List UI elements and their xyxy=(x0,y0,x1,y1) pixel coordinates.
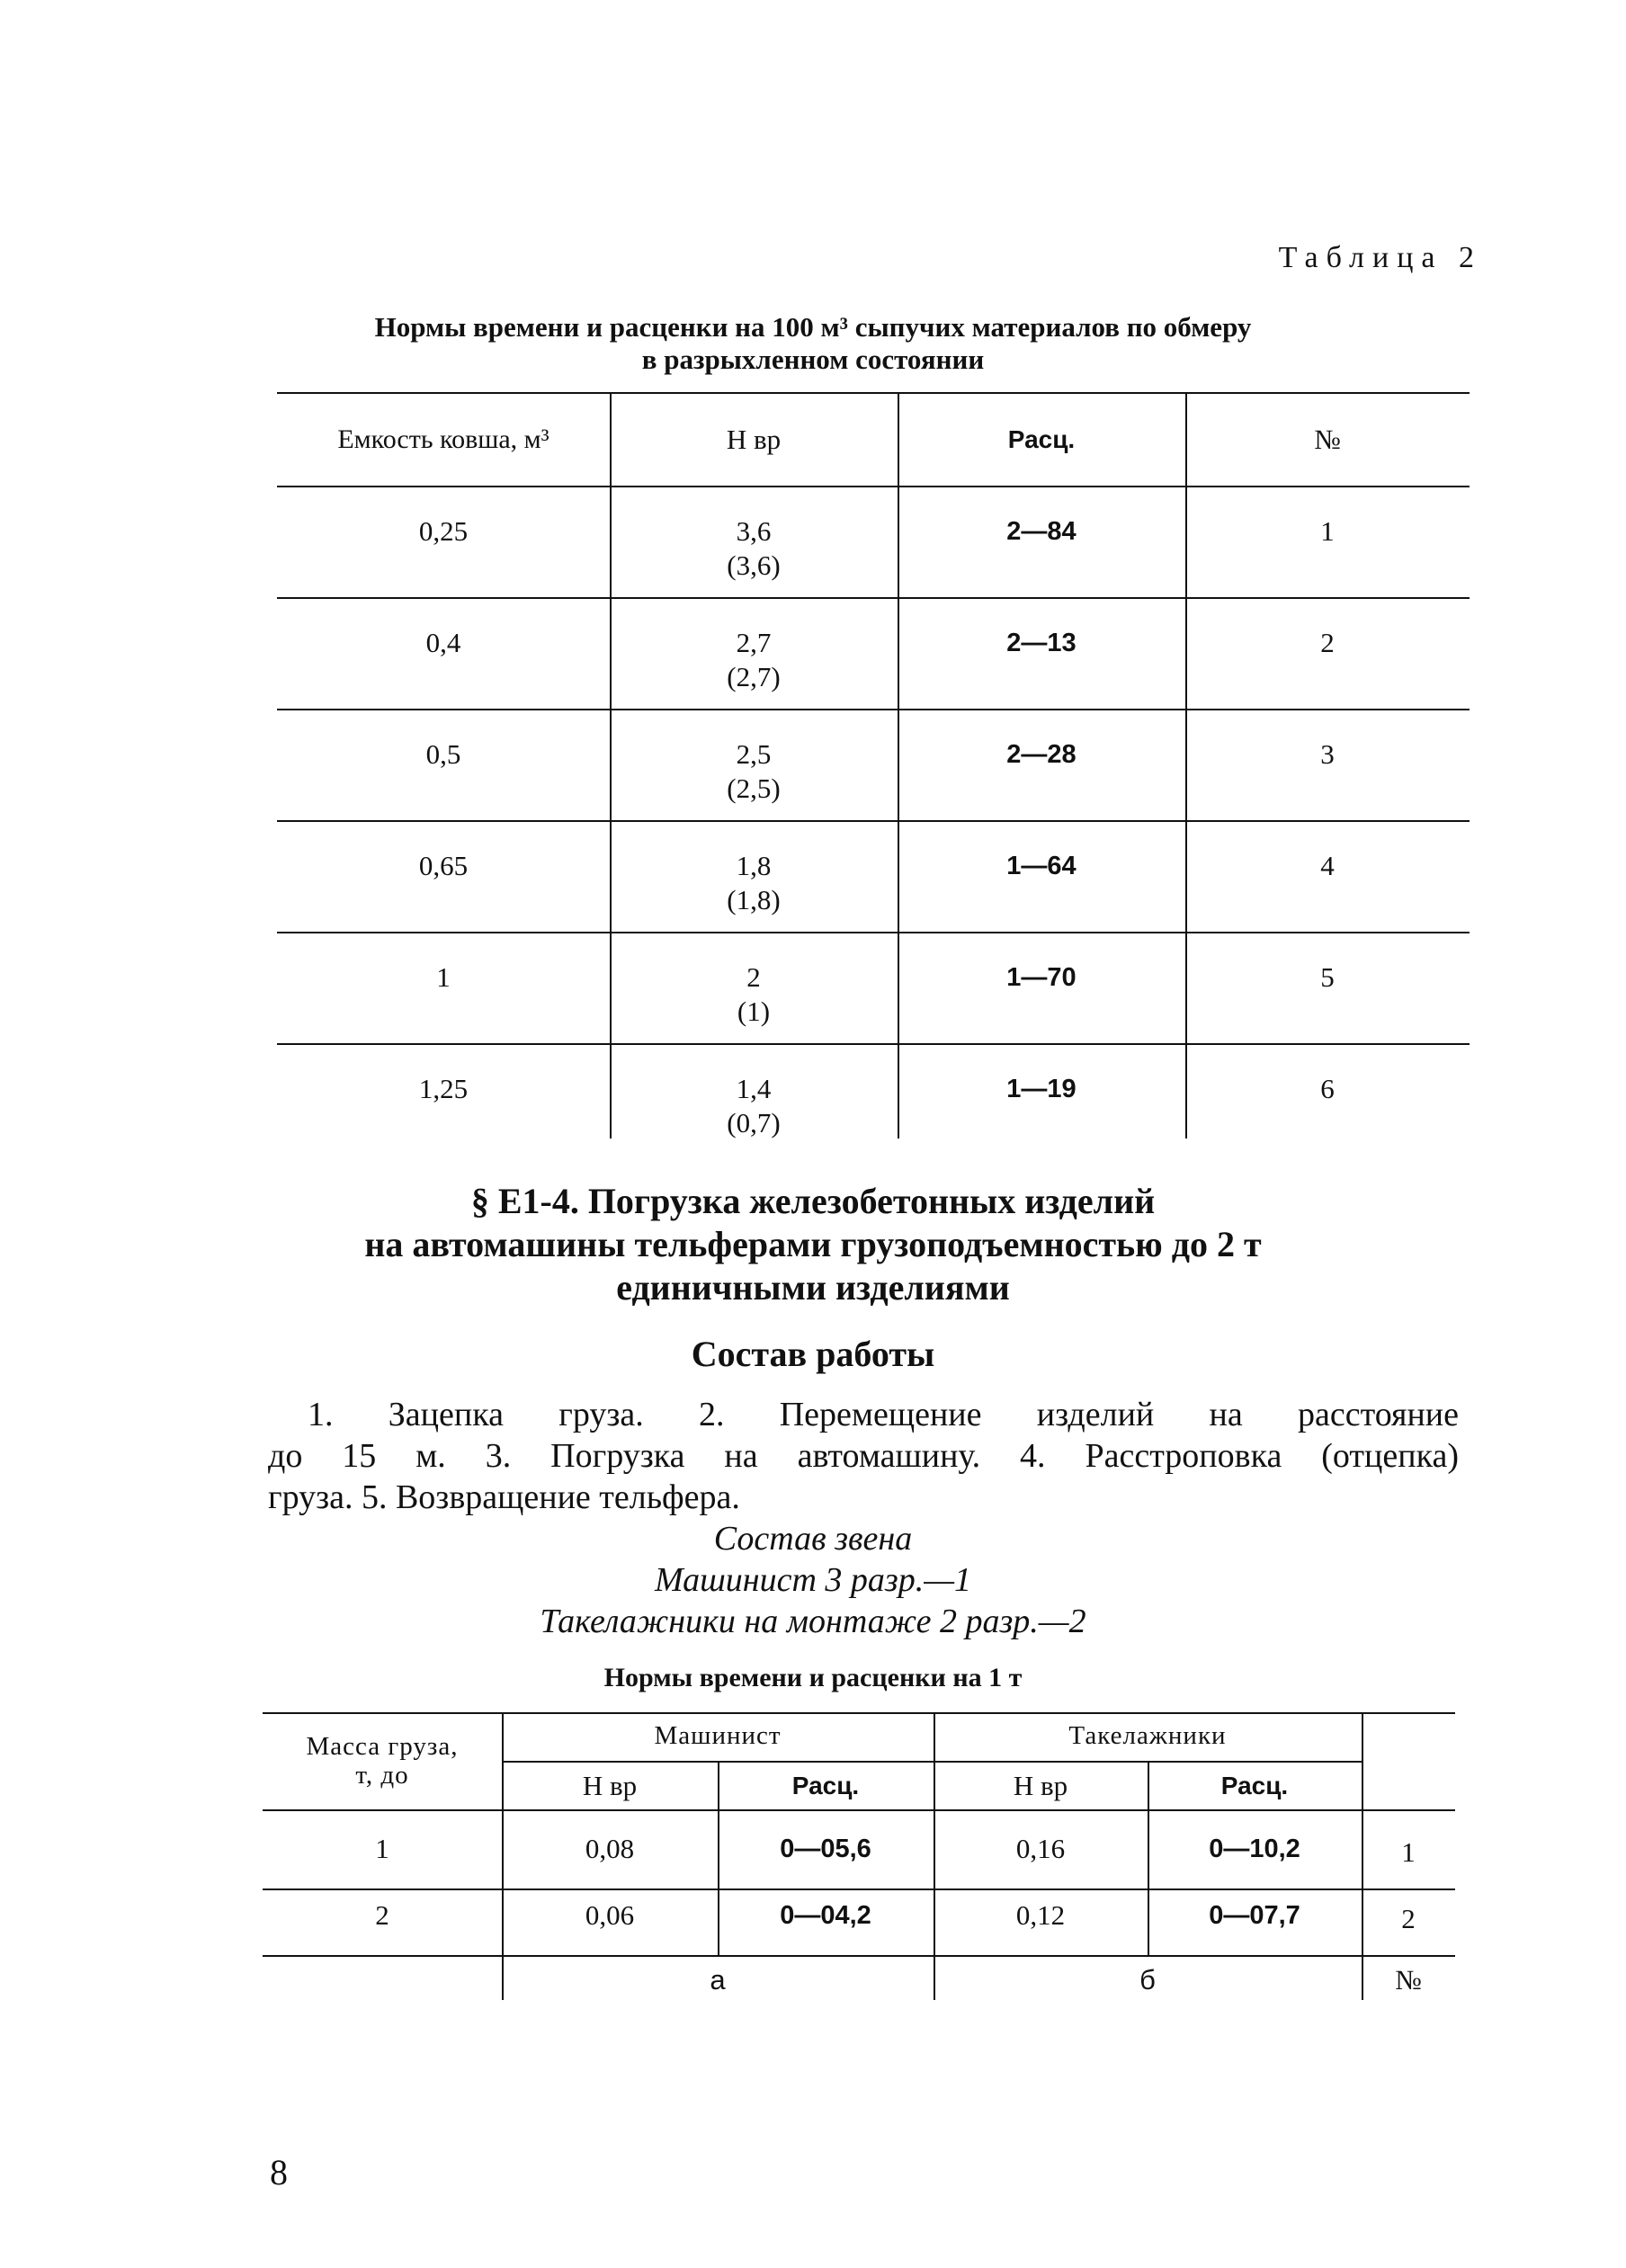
header-nvr: Н вр xyxy=(726,424,782,455)
header-operator-nvr: Н вр xyxy=(582,1770,638,1801)
cell-riggers-rasc: 0—07,7 xyxy=(1209,1901,1300,1930)
cell-num: 1 xyxy=(1401,1836,1416,1868)
table2 xyxy=(263,1712,1455,2000)
cell-num: 1 xyxy=(1320,515,1335,547)
section-title-line1: § Е1-4. Погрузка железобетонных изделий xyxy=(470,1181,1156,1221)
cell-capacity: 0,25 xyxy=(418,515,469,547)
header-operator-rasc: Расц. xyxy=(791,1772,860,1799)
cell-mass: 2 xyxy=(375,1899,389,1931)
cell-rasc: 1—70 xyxy=(1006,963,1077,992)
cell-riggers-nvr: 0,16 xyxy=(1015,1833,1066,1864)
cell-rasc: 1—64 xyxy=(1006,852,1077,880)
header-mass-line2: т, до xyxy=(355,1761,409,1790)
cell-nvr: 1,4 xyxy=(736,1073,772,1104)
cell-capacity: 1,25 xyxy=(418,1073,469,1104)
cell-rasc: 2—13 xyxy=(1006,629,1077,657)
cell-num: 5 xyxy=(1320,961,1335,993)
cell-capacity: 1 xyxy=(436,961,451,993)
cell-nvr-alt: (1) xyxy=(737,996,771,1027)
table1 xyxy=(277,392,1470,1138)
header-riggers: Такелажники xyxy=(1068,1721,1227,1750)
cell-operator-nvr: 0,08 xyxy=(585,1833,635,1864)
header-rasc: Расц. xyxy=(1007,425,1076,453)
cell-capacity: 0,5 xyxy=(425,738,461,770)
header-bucket-capacity: Емкость ковша, м³ xyxy=(337,424,549,454)
crew-heading: Состав звена xyxy=(713,1520,913,1558)
work-line3: груза. 5. Возвращение тельфера. xyxy=(268,1478,740,1516)
cell-nvr-alt: (2,5) xyxy=(727,772,781,804)
header-num: № xyxy=(1314,424,1341,455)
cell-mass: 1 xyxy=(375,1833,389,1864)
cell-capacity: 0,4 xyxy=(425,627,461,658)
work-line1: 1. Зацепка груза. 2. Перемещение изделий на расстояние xyxy=(308,1396,1459,1433)
footer-num: № xyxy=(1395,1964,1422,1996)
crew-operator: Машинист 3 разр.—1 xyxy=(654,1561,972,1599)
cell-num: 2 xyxy=(1401,1903,1416,1934)
cell-nvr-alt: (3,6) xyxy=(727,549,781,581)
crew-riggers: Такелажники на монтаже 2 разр.—2 xyxy=(540,1603,1086,1640)
cell-rasc: 1—19 xyxy=(1006,1075,1077,1103)
cell-num: 4 xyxy=(1320,850,1335,881)
work-heading: Состав работы xyxy=(691,1334,935,1374)
cell-nvr: 2 xyxy=(746,961,761,993)
cell-num: 2 xyxy=(1320,627,1335,658)
cell-capacity: 0,65 xyxy=(418,850,469,881)
footer-a: а xyxy=(710,1964,726,1996)
cell-operator-rasc: 0—04,2 xyxy=(780,1901,871,1930)
section-title-line3: единичными изделиями xyxy=(616,1267,1010,1308)
table1-title-line2: в разрыхленном состоянии xyxy=(641,344,985,375)
cell-rasc: 2—84 xyxy=(1006,517,1077,546)
table1-title-line1: Нормы времени и расценки на 100 м³ сыпучих материалов по обмеру xyxy=(374,311,1252,343)
cell-nvr-alt: (0,7) xyxy=(727,1107,781,1138)
cell-nvr-alt: (2,7) xyxy=(727,661,781,692)
table-label: Таблица 2 xyxy=(1278,241,1482,274)
cell-num: 3 xyxy=(1320,738,1335,770)
table2-title: Нормы времени и расценки на 1 т xyxy=(603,1663,1023,1692)
cell-nvr: 2,7 xyxy=(736,627,772,658)
cell-nvr: 3,6 xyxy=(736,515,772,547)
cell-num: 6 xyxy=(1320,1073,1335,1104)
section-title-line2: на автомашины тельферами грузоподъемностью до 2 т xyxy=(364,1224,1262,1264)
cell-riggers-nvr: 0,12 xyxy=(1015,1899,1066,1931)
cell-riggers-rasc: 0—10,2 xyxy=(1209,1835,1300,1863)
cell-operator-nvr: 0,06 xyxy=(585,1899,635,1931)
page-number: 8 xyxy=(270,2152,288,2192)
cell-nvr: 2,5 xyxy=(736,738,772,770)
cell-nvr: 1,8 xyxy=(736,850,772,881)
cell-rasc: 2—28 xyxy=(1006,740,1077,769)
cell-nvr-alt: (1,8) xyxy=(727,884,781,915)
header-riggers-rasc: Расц. xyxy=(1220,1772,1289,1799)
header-riggers-nvr: Н вр xyxy=(1013,1770,1068,1801)
header-operator: Машинист xyxy=(654,1721,782,1750)
footer-b: б xyxy=(1139,1964,1156,1996)
header-mass-line1: Масса груза, xyxy=(306,1732,459,1761)
work-line2: до 15 м. 3. Погрузка на автомашину. 4. Расстроповка (отцепка) xyxy=(268,1437,1459,1475)
cell-operator-rasc: 0—05,6 xyxy=(780,1835,871,1863)
